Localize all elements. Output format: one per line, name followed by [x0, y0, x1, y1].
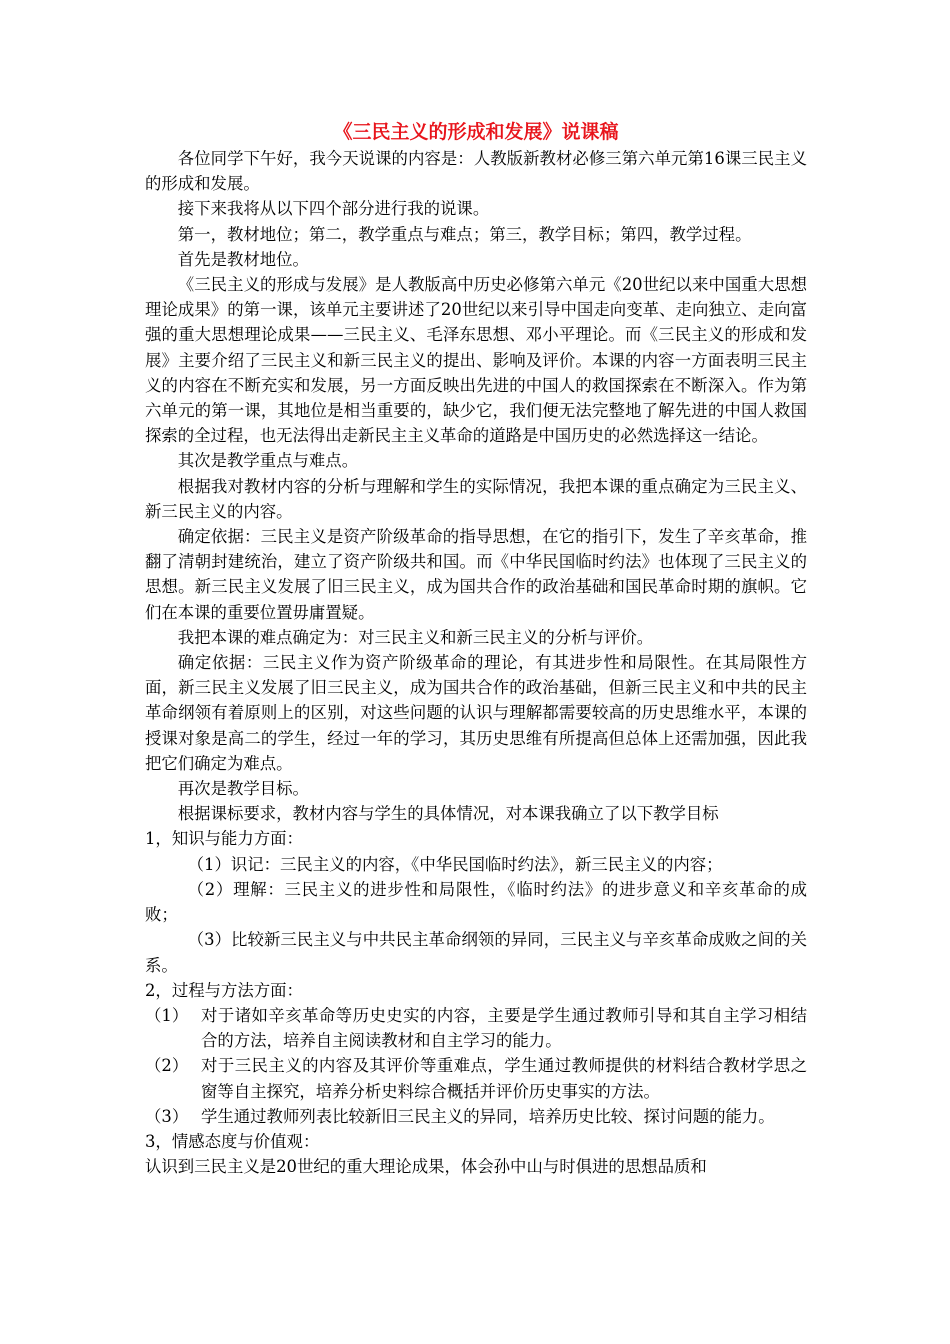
paragraph-textbook-position: 《三民主义的形成与发展》是人教版高中历史必修第六单元《20世纪以来中国重大思想理论成果》的第一课，该单元主要讲述了20世纪以来引导中国走向变革、走向独立、走向富强的重大思想理论成果——三民主义、毛泽东思想、邓小平理论。而《三民主义的形成和发展》主要介绍了三民主义和新三民主义的提出、影响及评价。本课的内容一方面表明三民主义的内容在不断充实和发展，另一方面反映出先进的中国人的救国探索在不断深入。作为第六单元的第一课，其地位是相当重要的，缺少它，我们便无法完整地了解先进的中国人救国探索的全过程，也无法得出走新民主主义革命的道路是中国历史的必然选择这一结论。 — [145, 275, 807, 446]
knowledge-item-1: （1）识记：三民主义的内容，《中华民国临时约法》，新三民主义的内容； — [187, 854, 723, 874]
method-item-1 — [145, 1003, 807, 1053]
paragraph-key-points: 根据我对教材内容的分析与理解和学生的实际情况，我把本课的重点确定为三民主义、新三民主义的内容。 — [145, 476, 807, 521]
knowledge-item-2: （2）理解：三民主义的进步性和局限性，《临时约法》的进步意义和辛亥革命的成败； — [145, 879, 807, 925]
paragraph-outline-intro: 接下来我将从以下四个部分进行我的说课。 — [177, 199, 490, 219]
paragraph-difficulty: 我把本课的难点确定为：对三民主义和新三民主义的分析与评价。 — [177, 627, 654, 647]
section-heading-objectives: 再次是教学目标。 — [177, 779, 309, 799]
subheading-process-method: 2，过程与方法方面： — [145, 980, 303, 1000]
method-item-3 — [145, 1104, 807, 1129]
method-item-2-number: （2） — [145, 1056, 189, 1076]
method-item-1-text: 对于诸如辛亥革命等历史史实的内容，主要是学生通过教师引导和其自主学习相结合的方法，培养自主阅读教材和自主学习的能力。 — [201, 1005, 807, 1051]
method-item-2 — [145, 1053, 807, 1103]
paragraph-objectives-intro: 根据课标要求，教材内容与学生的具体情况，对本课我确立了以下教学目标 — [177, 804, 719, 824]
paragraph-greeting: 各位同学下午好，我今天说课的内容是：人教版新教材必修三第六单元第16课三民主义的形成和发展。 — [145, 149, 807, 194]
subheading-knowledge: 1，知识与能力方面： — [145, 829, 303, 849]
method-item-2-text: 对于三民主义的内容及其评价等重难点，学生通过教师提供的材料结合教材学思之窗等自主探究，培养分析史料综合概括并评价历史事实的方法。 — [201, 1056, 807, 1101]
section-heading-textbook-position: 首先是教材地位。 — [177, 249, 309, 269]
method-item-3-text: 学生通过教师列表比较新旧三民主义的异同，培养历史比较、探讨问题的能力。 — [201, 1106, 775, 1126]
document-title: 《三民主义的形成和发展》说课稿 — [333, 121, 619, 143]
method-item-3-number: （3） — [145, 1106, 189, 1126]
document-page — [145, 118, 807, 1179]
paragraph-key-points-basis: 确定依据：三民主义是资产阶级革命的指导思想，在它的指引下，发生了辛亥革命，推翻了清朝封建统治，建立了资产阶级共和国。而《中华民国临时约法》也体现了三民主义的思想。新三民主义发展了旧三民主义，成为国共合作的政治基础和国民革命时期的旗帜。它们在本课的重要位置毋庸置疑。 — [145, 527, 807, 622]
paragraph-outline: 第一，教材地位；第二，教学重点与难点；第三，教学目标；第四，教学过程。 — [177, 224, 752, 244]
knowledge-item-3: （3）比较新三民主义与中共民主革命纲领的异同，三民主义与辛亥革命成败之间的关系。 — [145, 930, 807, 975]
section-heading-key-points: 其次是教学重点与难点。 — [177, 451, 359, 471]
paragraph-emotion-values: 认识到三民主义是20世纪的重大理论成果，体会孙中山与时俱进的思想品质和 — [145, 1157, 707, 1177]
method-item-1-number: （1） — [145, 1005, 189, 1025]
subheading-emotion-values: 3，情感态度与价值观： — [145, 1131, 320, 1151]
paragraph-difficulty-basis: 确定依据：三民主义作为资产阶级革命的理论，有其进步性和局限性。在其局限性方面，新三民主义发展了旧三民主义，成为国共合作的政治基础，但新三民主义和中共的民主革命纲领有着原则上的区别，对这些问题的认识与理解都需要较高的历史思维水平，本课的授课对象是高二的学生，经过一年的学习，其历史思维有所提高但总体上还需加强，因此我把它们确定为难点。 — [145, 653, 807, 773]
